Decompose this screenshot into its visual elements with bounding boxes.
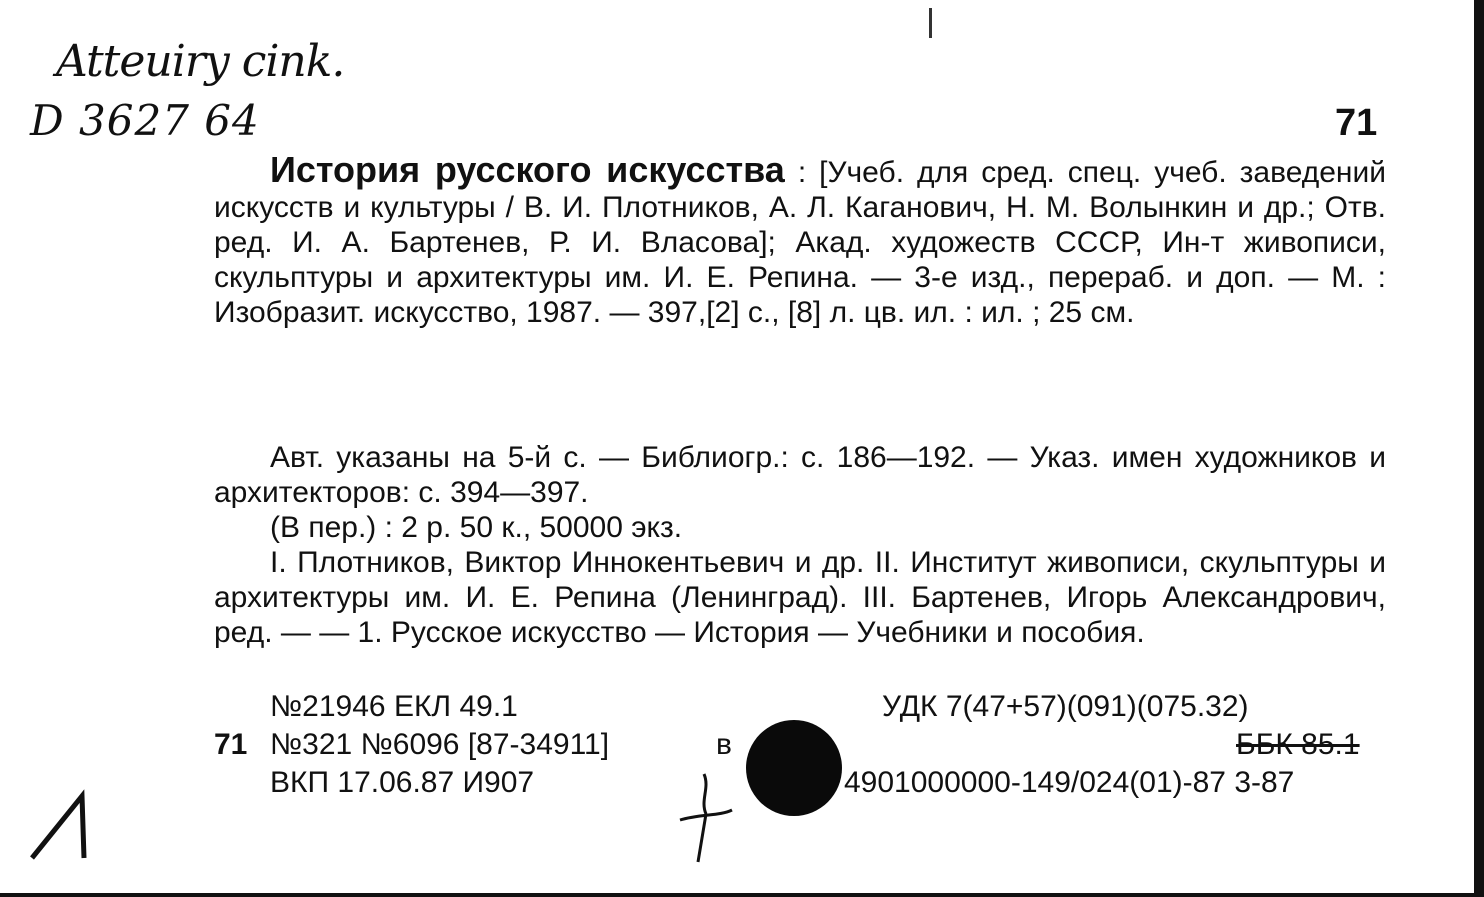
top-tick-mark (929, 8, 932, 38)
card-border-right (1474, 0, 1484, 897)
udk-code: УДК 7(47+57)(091)(075.32) (882, 690, 1249, 723)
registry-line-1: №21946 ЕКЛ 49.1 (270, 690, 518, 723)
title-separator: : (784, 156, 820, 189)
registry-line-3: ВКП 17.06.87 И907 (270, 766, 535, 799)
description-paragraph (214, 149, 1386, 330)
note-binding-price: (В пер.) : 2 р. 50 к., 50000 экз. (270, 511, 683, 544)
notes-block (214, 440, 1386, 650)
description-text: [Учеб. для сред. спец. учеб. заведений искусств и культуры / В. И. Плотников, А. Л. Каганович, Н. М. Волынкин и др.; Отв. ред. И. А. Бартенев, Р. И. Власова]; Акад. художеств СССР, Ин-т живописи, скульптуры и архитектуры им. И. Е. Репина. — 3-е изд., перераб. и доп. — М. : Изобразит. искусство, 1987. — 397,[2] с., [8] л. цв. ил. : ил. ; 25 см. (214, 156, 1386, 329)
handwritten-note: Atteuiry cink. (56, 36, 345, 87)
note-tracings: I. Плотников, Виктор Иннокентьевич и др. II. Институт живописи, скульптуры и архитектуры им. И. Е. Репина (Ленинград). III. Бартенев, Игорь Александрович, ред. — — 1. Русское искусство — История — Учебники и пособия. (214, 546, 1386, 649)
note-authors-bibliography: Авт. указаны на 5-й с. — Библиогр.: с. 186—192. — Указ. имен художников и архитекторов: с. 394—397. (214, 441, 1386, 509)
handwritten-mark (670, 770, 740, 866)
bbk-code: ББК 85.1 (1236, 728, 1360, 761)
card-border-bottom (0, 893, 1484, 897)
card-number-small: 71 (214, 728, 248, 761)
book-title: История русского искусства (270, 149, 785, 190)
registry-letter: в (716, 728, 732, 761)
isbn-code: 4901000000-149/024(01)-87 3-87 (844, 766, 1295, 799)
handwritten-inventory-number: D 3627 64 (30, 96, 260, 145)
card-number: 71 (1335, 102, 1378, 144)
bibliographic-description (214, 149, 1386, 330)
punch-hole (746, 720, 842, 816)
registry-line-2: №321 №6096 [87-34911] (270, 728, 610, 761)
handwritten-digit-one (24, 788, 104, 864)
